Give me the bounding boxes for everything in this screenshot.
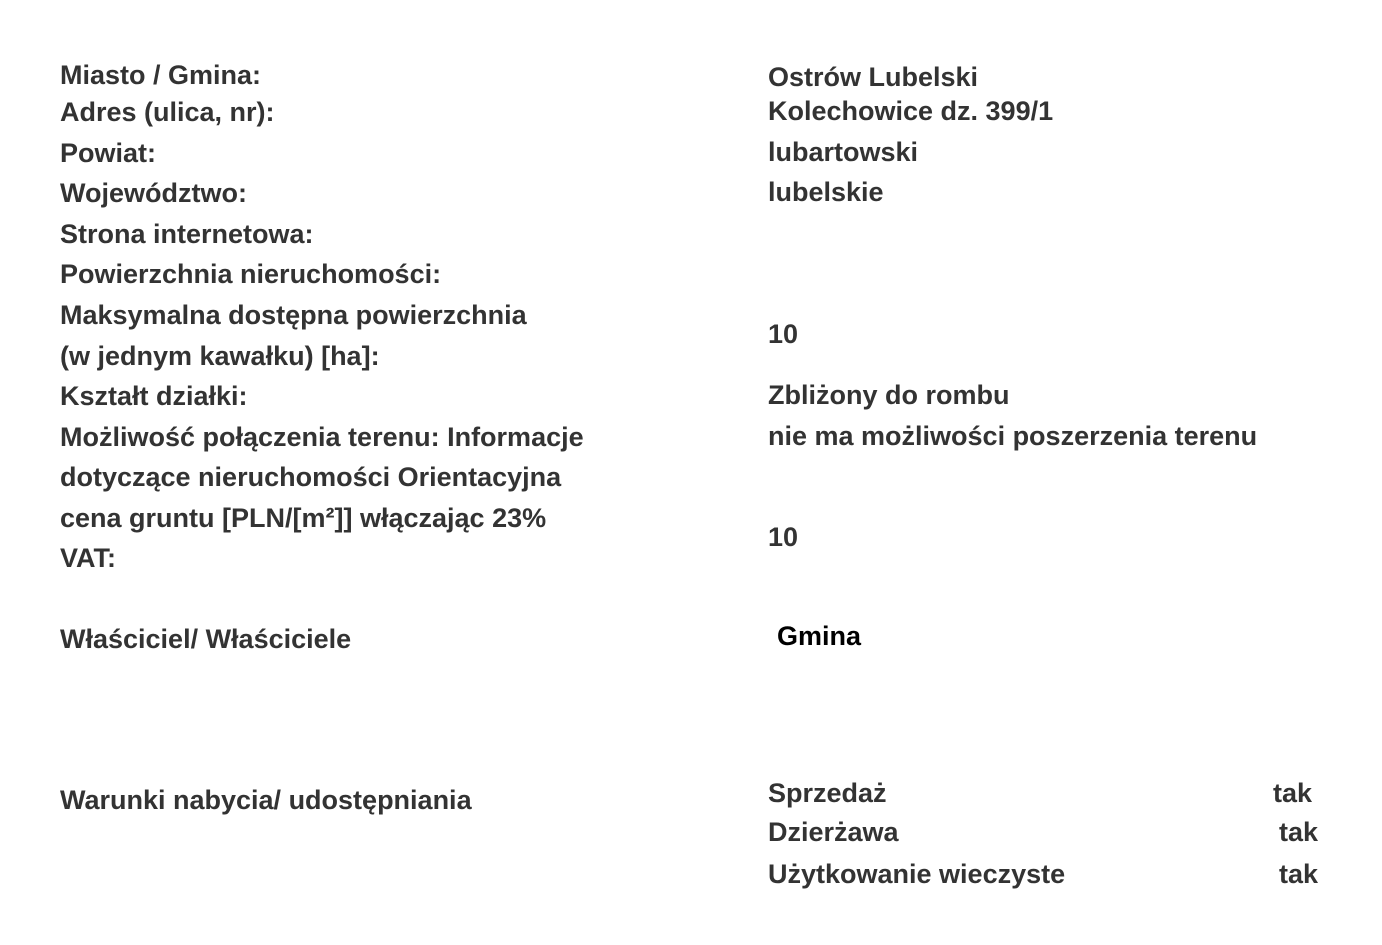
term-value-perpetual-usufruct: tak bbox=[1279, 859, 1319, 889]
value-merge: nie ma możliwości poszerzenia terenu bbox=[768, 421, 1258, 451]
label-area: Powierzchnia nieruchomości: bbox=[60, 259, 442, 289]
label-owner: Właściciel/ Właściciele bbox=[60, 624, 352, 654]
value-price: 10 bbox=[768, 522, 799, 552]
label-website: Strona internetowa: bbox=[60, 219, 314, 249]
term-name-perpetual-usufruct: Użytkowanie wieczyste bbox=[768, 859, 1066, 889]
label-voivodeship: Województwo: bbox=[60, 178, 247, 208]
label-county: Powiat: bbox=[60, 138, 157, 168]
term-name-lease: Dzierżawa bbox=[768, 817, 899, 847]
value-shape: Zbliżony do rombu bbox=[768, 380, 1010, 410]
value-max-area: 10 bbox=[768, 319, 799, 349]
label-max-area-line2: (w jednym kawałku) [ha]: bbox=[60, 341, 380, 371]
label-max-area-line1: Maksymalna dostępna powierzchnia bbox=[60, 300, 527, 330]
value-address: Kolechowice dz. 399/1 bbox=[768, 96, 1054, 126]
value-county: lubartowski bbox=[768, 137, 919, 167]
label-city: Miasto / Gmina: bbox=[60, 60, 262, 90]
label-merge-line4: VAT: bbox=[60, 543, 116, 573]
value-voivodeship: lubelskie bbox=[768, 177, 884, 207]
term-name-sale: Sprzedaż bbox=[768, 778, 887, 808]
label-shape: Kształt działki: bbox=[60, 381, 248, 411]
label-terms: Warunki nabycia/ udostępniania bbox=[60, 785, 472, 815]
label-merge-line2: dotyczące nieruchomości Orientacyjna bbox=[60, 462, 562, 492]
term-value-lease: tak bbox=[1279, 817, 1319, 847]
label-address: Adres (ulica, nr): bbox=[60, 97, 275, 127]
label-merge-line1: Możliwość połączenia terenu: Informacje bbox=[60, 422, 584, 452]
value-owner: Gmina bbox=[777, 621, 862, 651]
value-city: Ostrów Lubelski bbox=[768, 62, 979, 92]
label-merge-line3: cena gruntu [PLN/[m²]] włączając 23% bbox=[60, 503, 547, 533]
term-value-sale: tak bbox=[1273, 778, 1313, 808]
